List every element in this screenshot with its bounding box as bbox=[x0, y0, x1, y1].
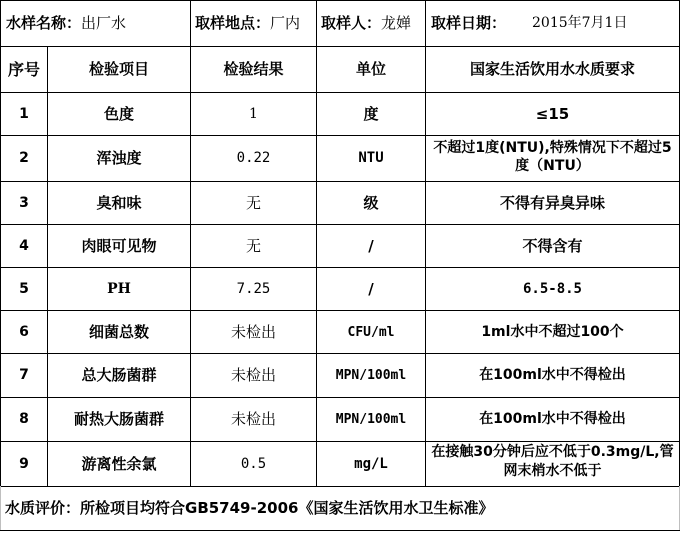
sample-name-label: 水样名称： bbox=[6, 14, 82, 32]
row-result: 未检出 bbox=[230, 322, 276, 341]
row-item: 浑浊度 bbox=[96, 149, 142, 167]
row-requirement: 6.5-8.5 bbox=[522, 280, 582, 297]
grid-line bbox=[0, 530, 680, 531]
row-result: 1 bbox=[249, 105, 258, 122]
column-header-requirement: 国家生活饮用水水质要求 bbox=[469, 60, 635, 78]
location-value: 厂内 bbox=[270, 14, 301, 32]
row-requirement: 不得有异臭异味 bbox=[499, 193, 605, 212]
row-number: 7 bbox=[19, 367, 29, 383]
row-number: 1 bbox=[19, 105, 29, 122]
row-item: 肉眼可见物 bbox=[81, 236, 157, 255]
row-item: 臭和味 bbox=[96, 193, 142, 212]
row-requirement: 在100ml水中不得检出 bbox=[479, 367, 626, 383]
row-number: 9 bbox=[19, 455, 29, 472]
row-result: 0.22 bbox=[236, 150, 271, 166]
location-cell bbox=[191, 1, 316, 46]
row-requirement: 在100ml水中不得检出 bbox=[479, 411, 626, 427]
row-unit: 度 bbox=[363, 104, 379, 123]
row-item: 游离性余氯 bbox=[81, 454, 157, 473]
row-number: 5 bbox=[19, 280, 29, 297]
row-number: 2 bbox=[19, 150, 29, 166]
row-number: 8 bbox=[19, 411, 29, 427]
row-unit: mg/L bbox=[354, 455, 388, 472]
row-requirement: ≤15 bbox=[535, 104, 570, 123]
sample-name-cell bbox=[0, 1, 190, 46]
date-cell bbox=[426, 1, 679, 46]
sampler-label: 取样人： bbox=[321, 14, 382, 32]
row-item: 总大肠菌群 bbox=[81, 366, 157, 384]
row-requirement: 1ml水中不超过100个 bbox=[481, 323, 624, 340]
row-requirement: 在接触30分钟后应不低于0.3mg/L,管网末梢水不低于 bbox=[431, 444, 674, 479]
water-quality-evaluation: 水质评价：所检项目均符合GB5749-2006《国家生活饮用水卫生标准》 bbox=[5, 499, 494, 517]
location-label: 取样地点： bbox=[195, 14, 271, 32]
row-unit: MPN/100ml bbox=[335, 412, 407, 427]
row-item: PH bbox=[107, 280, 131, 297]
column-header-item: 检验项目 bbox=[88, 60, 149, 78]
date-label: 取样日期： bbox=[431, 14, 507, 32]
row-result: 7.25 bbox=[236, 280, 271, 297]
row-result: 0.5 bbox=[240, 455, 267, 472]
row-unit: / bbox=[368, 236, 374, 255]
row-number: 3 bbox=[19, 194, 29, 211]
row-item: 色度 bbox=[103, 104, 134, 123]
column-header-no: 序号 bbox=[7, 60, 40, 79]
row-result: 未检出 bbox=[230, 366, 276, 384]
row-result: 无 bbox=[245, 193, 261, 212]
row-item: 细菌总数 bbox=[88, 322, 149, 341]
row-unit: CFU/ml bbox=[347, 324, 395, 340]
row-result: 未检出 bbox=[230, 410, 276, 428]
row-requirement: 不超过1度(NTU),特殊情况下不超过5度（NTU） bbox=[433, 140, 672, 174]
row-requirement: 不得含有 bbox=[522, 236, 583, 255]
row-result: 无 bbox=[245, 236, 261, 255]
column-header-unit: 单位 bbox=[355, 60, 386, 78]
date-value: 2015年7月1日 bbox=[532, 15, 628, 31]
row-unit: MPN/100ml bbox=[335, 368, 407, 383]
sample-name-value: 出厂水 bbox=[81, 14, 127, 32]
row-item: 耐热大肠菌群 bbox=[73, 410, 164, 428]
sampler-cell bbox=[317, 1, 425, 46]
row-unit: / bbox=[368, 279, 374, 298]
row-number: 6 bbox=[19, 323, 29, 340]
row-unit: NTU bbox=[358, 150, 384, 166]
row-unit: 级 bbox=[363, 193, 379, 212]
column-header-result: 检验结果 bbox=[223, 60, 284, 78]
row-number: 4 bbox=[19, 237, 29, 254]
sampler-value: 龙婵 bbox=[381, 14, 412, 32]
